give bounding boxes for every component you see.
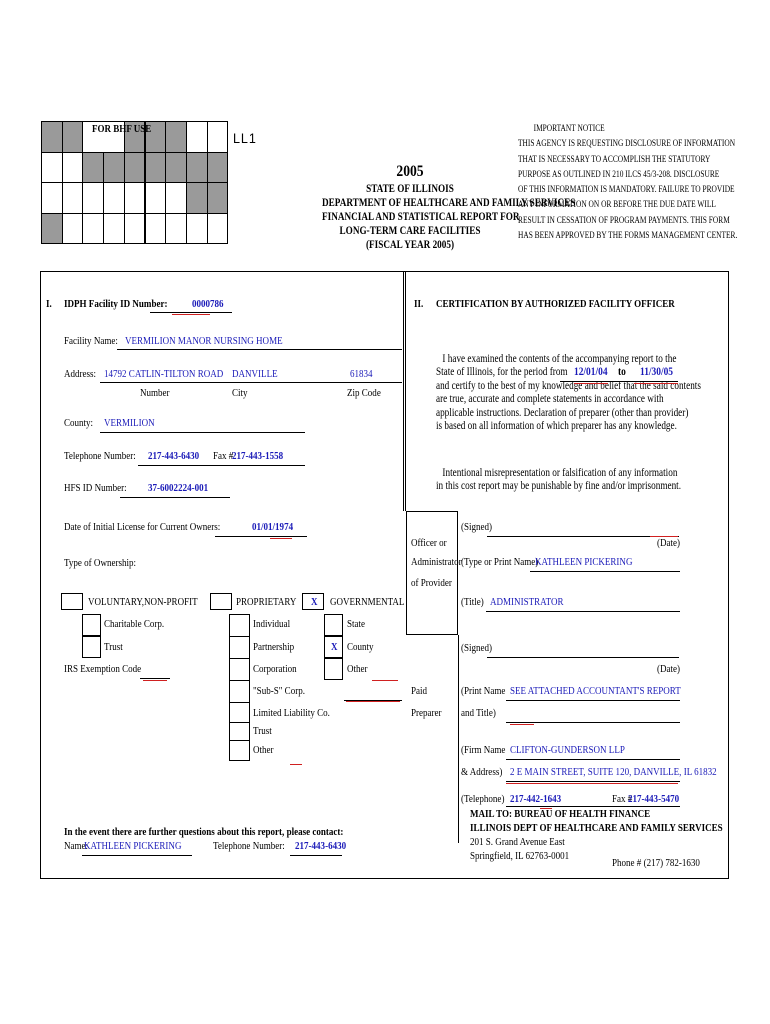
proprietary-sub-checkbox[interactable] xyxy=(229,722,250,741)
bhf-grid-cell xyxy=(103,182,125,214)
gov-other-label: Other xyxy=(347,663,368,675)
bhf-use-label: FOR BHF USE xyxy=(92,123,152,135)
bhf-grid-cell xyxy=(145,213,167,245)
proprietary-sub-checkbox[interactable] xyxy=(229,680,250,703)
bhf-grid-cell xyxy=(62,182,84,214)
bhf-grid-cell xyxy=(41,121,63,153)
bhf-grid-cell xyxy=(103,152,125,184)
form-code: LL1 xyxy=(233,130,257,146)
paid-label: Paid xyxy=(411,685,428,697)
proprietary-checkbox[interactable] xyxy=(210,593,232,610)
proprietary-sub-checkbox[interactable] xyxy=(229,702,250,723)
prop-subs-label: "Sub-S" Corp. xyxy=(253,685,305,697)
officer-name-label: (Type or Print Name) xyxy=(461,556,539,568)
bhf-grid-cell xyxy=(186,121,208,153)
preparer-telephone-label: (Telephone) xyxy=(461,793,505,805)
preparer-telephone-value: 217-442-1643 xyxy=(510,793,562,805)
license-label: Date of Initial License for Current Owners: xyxy=(64,521,221,533)
prop-other-label: Other xyxy=(253,744,274,756)
gov-state-checkbox[interactable] xyxy=(324,614,343,636)
county-label: County: xyxy=(64,417,94,429)
gov-state-label: State xyxy=(347,618,366,630)
bhf-grid-cell xyxy=(207,182,229,214)
prop-llc-label: Limited Liability Co. xyxy=(253,707,330,719)
bhf-grid-cell xyxy=(41,213,63,245)
governmental-label: GOVERNMENTAL xyxy=(330,596,405,608)
voluntary-label: VOLUNTARY,NON-PROFIT xyxy=(88,596,198,608)
bhf-grid-cell xyxy=(165,182,187,214)
preparer-date-label: (Date) xyxy=(657,663,681,675)
bhf-grid-cell xyxy=(165,213,187,245)
bhf-grid-cell xyxy=(62,152,84,184)
cert-line: is based on all information of which preparer has any knowledge. xyxy=(436,420,677,433)
mail-line: Springfield, IL 62763-0001 xyxy=(470,850,570,862)
contact-text: In the event there are further questions about this report, please contact: xyxy=(64,826,344,838)
zip-caption: Zip Code xyxy=(347,387,381,399)
cert-line: are true, accurate and complete statements in accordance with xyxy=(436,393,664,406)
section-1-numeral: I. xyxy=(46,298,52,310)
telephone-label: Telephone Number: xyxy=(64,450,136,462)
bhf-grid-cell xyxy=(103,213,125,245)
contact-phone-label: Telephone Number: xyxy=(213,840,285,852)
cert-line: and certify to the best of my knowledge and belief that the said contents xyxy=(436,379,701,392)
officer-title-label: (Title) xyxy=(461,596,484,608)
bhf-grid-cell xyxy=(62,121,84,153)
certification-title: CERTIFICATION BY AUTHORIZED FACILITY OFFICER xyxy=(436,298,675,310)
proprietary-label: PROPRIETARY xyxy=(236,596,297,608)
bhf-grid-cell xyxy=(82,213,104,245)
officer-label-1: Officer or xyxy=(411,537,447,549)
officer-date-label: (Date) xyxy=(657,537,681,549)
license-value: 01/01/1974 xyxy=(252,521,294,533)
warning-line: Intentional misrepresentation or falsification of any information xyxy=(442,467,678,479)
title-block xyxy=(300,162,576,253)
firm-name-label: (Firm Name xyxy=(461,744,506,756)
bureau-phone: Phone # (217) 782-1630 xyxy=(612,857,700,869)
bhf-grid-cell xyxy=(82,152,104,184)
bhf-grid-cell xyxy=(145,182,167,214)
charitable-checkbox[interactable] xyxy=(82,614,101,636)
title-line-4: LONG-TERM CARE FACILITIES xyxy=(339,225,481,237)
gov-county-label: County xyxy=(347,641,374,653)
bhf-grid-cell xyxy=(62,213,84,245)
mail-line: ILLINOIS DEPT OF HEALTHCARE AND FAMILY SERVICES xyxy=(470,822,723,834)
period-from-value: 12/01/04 xyxy=(574,366,608,378)
officer-box xyxy=(406,511,458,635)
bhf-grid-cell xyxy=(124,213,146,245)
notice-line: THAT IS NECESSARY TO ACCOMPLISH THE STATUTORY xyxy=(518,154,711,165)
bhf-grid-cell xyxy=(207,213,229,245)
cert-line: I have examined the contents of the accompanying report to the xyxy=(442,353,677,365)
bhf-grid-cell xyxy=(186,152,208,184)
proprietary-sub-checkbox[interactable] xyxy=(229,614,250,637)
notice-line: RESULT IN CESSATION OF PROGRAM PAYMENTS. THIS FORM xyxy=(518,215,730,226)
preparer-fax-label: Fax # xyxy=(612,793,633,805)
proprietary-sub-checkbox[interactable] xyxy=(229,740,250,761)
warning-line: in this cost report may be punishable by fine and/or imprisonment. xyxy=(436,480,682,493)
officer-label-2: Administrator xyxy=(411,556,462,568)
city-caption: City xyxy=(232,387,248,399)
officer-title-value: ADMINISTRATOR xyxy=(490,596,564,608)
prop-partnership-label: Partnership xyxy=(253,641,295,653)
address-label: Address: xyxy=(64,368,97,380)
notice-line: HAS BEEN APPROVED BY THE FORMS MANAGEMENT CENTER. xyxy=(518,231,738,242)
contact-name-value: KATHLEEN PICKERING xyxy=(84,840,182,852)
warning-text xyxy=(436,467,742,494)
notice-title: IMPORTANT NOTICE xyxy=(533,124,605,134)
bhf-grid-cell xyxy=(41,152,63,184)
preparer-fax-value: 217-443-5470 xyxy=(628,793,680,805)
notice-line: ANY INFORMATION ON OR BEFORE THE DUE DATE WILL xyxy=(518,200,716,211)
important-notice xyxy=(518,122,770,244)
firm-address-value: 2 E MAIN STREET, SUITE 120, DANVILLE, IL 61832 xyxy=(510,766,717,778)
notice-line: PURPOSE AS OUTLINED IN 210 ILCS 45/3-208. DISCLOSURE xyxy=(518,169,720,180)
proprietary-sub-checkbox[interactable] xyxy=(229,636,250,659)
vol-trust-checkbox[interactable] xyxy=(82,636,101,658)
bhf-grid-cell xyxy=(207,152,229,184)
title-line-1: STATE OF ILLINOIS xyxy=(366,183,454,195)
period-to-value: 11/30/05 xyxy=(640,366,674,378)
voluntary-checkbox[interactable] xyxy=(61,593,83,610)
fax-value: 217-443-1558 xyxy=(232,450,284,462)
street-value: 14792 CATLIN-TILTON ROAD xyxy=(104,368,224,380)
facility-id-label: IDPH Facility ID Number: xyxy=(64,298,168,310)
hfs-value: 37-6002224-001 xyxy=(148,482,209,494)
county-value: VERMILION xyxy=(104,417,155,429)
firm-name-value: CLIFTON-GUNDERSON LLP xyxy=(510,744,625,756)
bhf-grid-cell xyxy=(41,182,63,214)
prop-trust-label: Trust xyxy=(253,725,272,737)
mail-line: 201 S. Grand Avenue East xyxy=(470,836,565,848)
prop-individual-label: Individual xyxy=(253,618,291,630)
contact-name-label: Name: xyxy=(64,840,89,852)
bhf-grid-cell xyxy=(82,182,104,214)
prop-corporation-label: Corporation xyxy=(253,663,297,675)
print-name-label: (Print Name xyxy=(461,685,506,697)
preparer-name-value: SEE ATTACHED ACCOUNTANT'S REPORT xyxy=(510,685,681,697)
number-caption: Number xyxy=(140,387,170,399)
charitable-label: Charitable Corp. xyxy=(104,618,165,630)
facility-name-label: Facility Name: xyxy=(64,335,118,347)
bhf-grid-cell xyxy=(186,182,208,214)
title-line-5: (FISCAL YEAR 2005) xyxy=(365,239,455,251)
cert-line: applicable instructions. Declaration of preparer (other than provider) xyxy=(436,406,689,419)
ownership-label: Type of Ownership: xyxy=(64,557,137,569)
bhf-grid-cell xyxy=(207,121,229,153)
officer-signed-label: (Signed) xyxy=(461,521,493,533)
hfs-label: HFS ID Number: xyxy=(64,482,127,494)
facility-name-value: VERMILION MANOR NURSING HOME xyxy=(125,335,283,347)
bhf-grid-cell xyxy=(165,121,187,153)
bhf-grid-cell xyxy=(124,152,146,184)
mail-to-block xyxy=(470,808,770,863)
mail-line: MAIL TO: BUREAU OF HEALTH FINANCE xyxy=(470,808,651,820)
proprietary-sub-checkbox[interactable] xyxy=(229,658,250,681)
irs-label: IRS Exemption Code xyxy=(64,663,142,675)
title-line-2: DEPARTMENT OF HEALTHCARE AND FAMILY SERVICES xyxy=(322,197,576,209)
officer-label-3: of Provider xyxy=(411,577,452,589)
preparer-label: Preparer xyxy=(411,707,442,719)
vol-trust-label: Trust xyxy=(104,641,123,653)
bhf-grid-cell xyxy=(124,182,146,214)
governmental-mark: X xyxy=(311,596,318,608)
officer-name-value: KATHLEEN PICKERING xyxy=(535,556,633,568)
facility-id-value: 0000786 xyxy=(192,298,224,310)
contact-phone-value: 217-443-6430 xyxy=(295,840,347,852)
section-2-numeral: II. xyxy=(414,298,424,310)
zip-value: 61834 xyxy=(350,368,373,380)
title-line-3: FINANCIAL AND STATISTICAL REPORT FOR xyxy=(322,211,520,223)
bhf-grid-cell xyxy=(145,152,167,184)
period-to-label: to xyxy=(618,366,626,378)
notice-line: OF THIS INFORMATION IS MANDATORY. FAILURE TO PROVIDE xyxy=(518,185,735,196)
fax-label: Fax # xyxy=(213,450,234,462)
city-value: DANVILLE xyxy=(232,368,278,380)
notice-line: THIS AGENCY IS REQUESTING DISCLOSURE OF INFORMATION xyxy=(518,139,736,150)
bhf-grid-cell xyxy=(165,152,187,184)
gov-county-mark: X xyxy=(331,641,338,653)
report-year: 2005 xyxy=(396,163,424,180)
firm-address-label: & Address) xyxy=(461,766,503,778)
telephone-value: 217-443-6430 xyxy=(148,450,200,462)
bhf-grid-cell xyxy=(186,213,208,245)
and-title-label: and Title) xyxy=(461,707,496,719)
gov-other-checkbox[interactable] xyxy=(324,658,343,680)
cert-line: State of Illinois, for the period from xyxy=(436,366,568,379)
preparer-signed-label: (Signed) xyxy=(461,642,493,654)
